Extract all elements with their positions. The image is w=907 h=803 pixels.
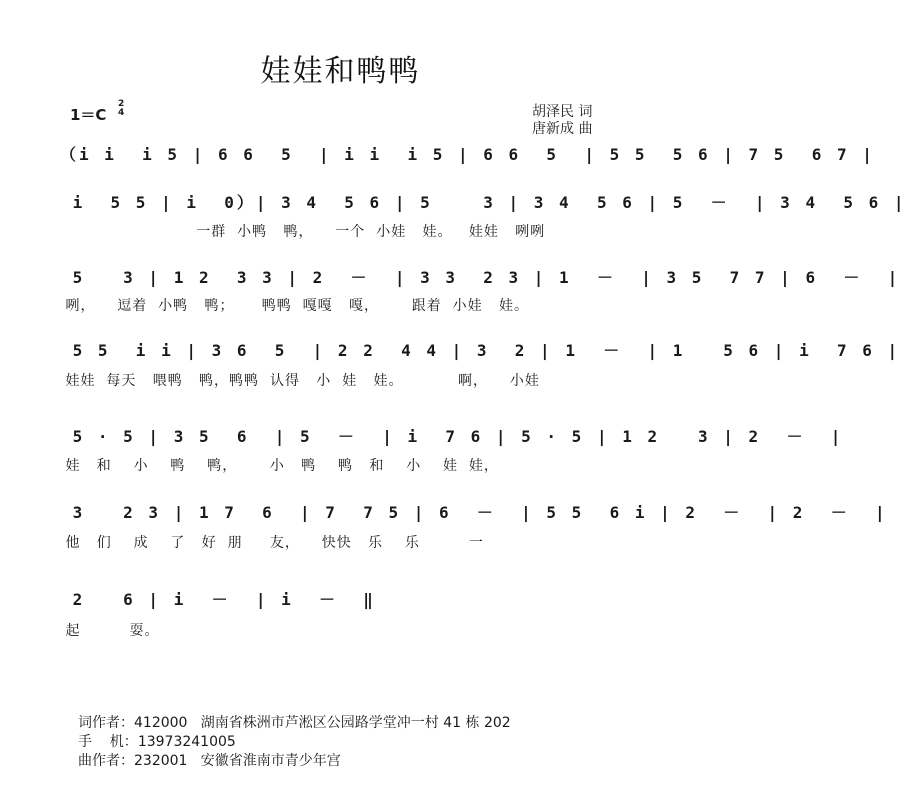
lyric-row: 他 们 成 了 好 朋 友， 快快 乐 乐 一 <box>60 535 484 551</box>
meter-bottom: 4 <box>118 108 125 118</box>
contact-info <box>78 714 511 771</box>
credits <box>532 104 592 138</box>
lyricist-contact-value: 412000 湖南省株洲市芦淞区公园路学堂冲一村 41 栋 202 <box>134 715 511 731</box>
lyric-row: 咧， 逗着 小鸭 鸭； 鸭鸭 嘎嘎 嘎， 跟着 小娃 娃。 <box>60 298 529 314</box>
notation-row: i 5 5 | i 0）| 3 4 5 6 | 5 3 | 3 4 5 6 | 5 － | 3 4 5 6 | <box>60 193 907 212</box>
composer-contact-value: 232001 安徽省淮南市青少年宫 <box>134 753 341 769</box>
time-signature <box>118 100 124 118</box>
lyricist-contact-label: 词作者： <box>78 715 134 731</box>
composer-credit: 唐新成 曲 <box>532 121 593 137</box>
lyric-row: 起 耍。 <box>60 623 160 639</box>
composer-contact-label: 曲作者： <box>78 753 134 769</box>
notation-row: 5 · 5 | 3 5 6 | 5 － | i 7 6 | 5 · 5 | 1 2 3 | 2 － | <box>60 427 844 446</box>
phone-label: 手 机： <box>78 734 138 750</box>
song-title: 娃娃和鸭鸭 <box>260 54 421 89</box>
lyric-row: 一群 小鸭 鸭， 一个 小娃 娃。 娃娃 咧咧 <box>60 224 546 240</box>
key-signature: 1＝C <box>70 106 107 124</box>
lyricist-credit: 胡泽民 词 <box>532 104 593 120</box>
notation-row: 2 6 | i － | i － ‖ <box>60 590 376 609</box>
notation-row: 3 2 3 | 1 7 6 | 7 7 5 | 6 － | 5 5 6 i | 2 － | 2 － | <box>60 503 888 522</box>
phone-contact <box>78 733 511 752</box>
composer-contact <box>78 752 511 771</box>
lyric-row: 娃娃 每天 喂鸭 鸭，鸭鸭 认得 小 娃 娃。 啊， 小娃 <box>60 373 540 389</box>
notation-row: 5 3 | 1 2 3 3 | 2 － | 3 3 2 3 | 1 － | 3 5 7 7 | 6 － | <box>60 268 901 287</box>
notation-row: （i i i 5 | 6 6 5 | i i i 5 | 6 6 5 | 5 5 5 6 | 7 5 6 7 | <box>60 145 875 164</box>
lyricist-contact <box>78 714 511 733</box>
lyric-row: 娃 和 小 鸭 鸭， 小 鸭 鸭 和 小 娃 娃， <box>60 458 499 474</box>
notation-row: 5 5 i i | 3 6 5 | 2 2 4 4 | 3 2 | 1 － | 1 5 6 | i 7 6 | <box>60 341 901 360</box>
meter-top: 2 <box>118 99 125 109</box>
phone-value: 13973241005 <box>137 734 236 750</box>
